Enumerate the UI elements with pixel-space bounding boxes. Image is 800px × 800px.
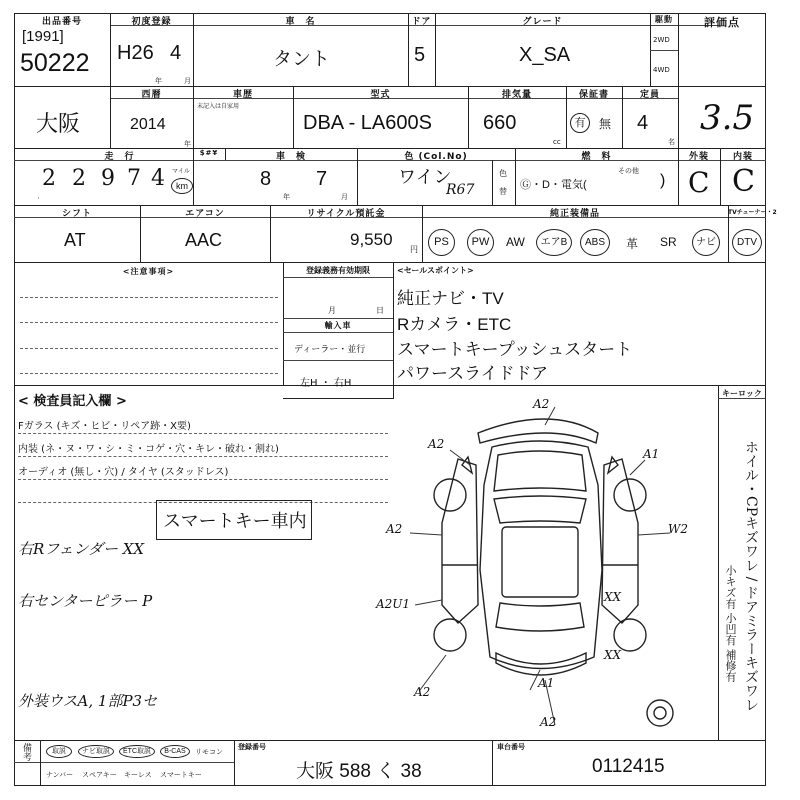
steering-option: 左H ・ 右H <box>300 378 352 389</box>
remark-chip: キーレス <box>124 771 152 779</box>
damage-mark: A1 <box>643 447 660 461</box>
shaken-month-unit: 月 <box>341 193 348 201</box>
sales-label: <セールスポイント> <box>397 266 474 275</box>
remark-chip: ナンバー <box>46 771 74 779</box>
damage-mark: A2U1 <box>376 597 411 611</box>
western-year: 2014 <box>130 116 166 133</box>
interior-grade: C <box>732 164 755 199</box>
mileage-digit: 7 <box>127 166 141 191</box>
audio-line: オーディオ (無し・穴) / タイヤ (スタッドレス) <box>18 467 229 478</box>
fuel-label: 燃 料 <box>581 152 612 162</box>
color-label: 色 (Col.No) <box>404 152 468 162</box>
equipment-label: 純正装備品 <box>549 209 600 219</box>
tax-label: $#¥ <box>199 149 219 157</box>
grade-value: X_SA <box>519 44 571 66</box>
car-name: タント <box>273 49 331 70</box>
exterior-label: 外装 <box>688 152 709 162</box>
warranty-yes: 有 <box>570 113 590 133</box>
displacement-value: 660 <box>483 112 517 134</box>
grade-label: グレード <box>522 17 563 27</box>
yen-unit: 円 <box>410 245 418 254</box>
mileage-digit: 4 <box>151 166 165 191</box>
capacity-unit: 名 <box>668 138 675 146</box>
first-reg-month: 4 <box>170 42 182 64</box>
damage-mark: XX <box>604 648 622 662</box>
fuel-other: その他 <box>618 167 639 175</box>
damage-mark: XX <box>604 590 622 604</box>
history-label: 車歴 <box>232 90 253 100</box>
equipment-item-abs: ABS <box>580 229 610 256</box>
recycle-value: 9,550 <box>350 230 393 249</box>
mileage-digit: 2 <box>72 166 86 191</box>
lot-number: 50222 <box>20 49 90 77</box>
interior-line: 内装 (ネ・ヌ・ワ・シ・ミ・コゲ・穴・キレ・破れ・割れ) <box>18 444 279 455</box>
damage-mark: A1 <box>538 676 555 690</box>
shaken-year: 8 <box>260 168 272 190</box>
inspector-note: 右Rフェンダー XX <box>18 540 145 558</box>
tuner-label: TVチューナー・2 <box>728 209 777 216</box>
sales-point: スマートキープッシュスタート <box>397 340 633 359</box>
warranty-label: 保証書 <box>578 90 609 100</box>
western-year-unit: 年 <box>184 140 191 148</box>
month-unit: 月 <box>184 77 191 85</box>
doors-value: 5 <box>414 44 426 66</box>
name-label: 車 名 <box>285 17 316 27</box>
model-value: DBA - LA600S <box>303 112 432 134</box>
first-reg-label: 初度登録 <box>131 17 172 27</box>
caution-label: <注意事項> <box>122 267 175 276</box>
key-note: スマートキー車内 <box>163 511 307 532</box>
remarks-label: 備考 <box>21 743 31 761</box>
remark-chip: リモコン <box>195 748 223 756</box>
remark-chip: ETC取説 <box>119 745 155 758</box>
key-note-box <box>156 500 312 540</box>
damage-mark: A2 <box>540 715 557 729</box>
ac-label: エアコン <box>185 209 225 219</box>
fuel-close: ) <box>660 172 666 189</box>
remark-chip: 取説 <box>46 745 72 758</box>
score-value: 3.5 <box>700 98 755 138</box>
lot-label: 出品番号 <box>41 17 82 27</box>
drive-2wd: 2WD <box>653 36 670 44</box>
recycle-label: リサイクル預託金 <box>306 209 386 219</box>
color-number: R67 <box>446 182 475 198</box>
equipment-item-dtv: DTV <box>732 229 762 256</box>
capacity-label: 定員 <box>639 90 660 100</box>
reg-day: 日 <box>376 306 384 315</box>
reg-validity-label: 登録義務有効期限 <box>306 266 370 275</box>
import-label: 輸入車 <box>324 321 352 330</box>
first-reg-era-year: H26 <box>117 42 154 64</box>
location: 大阪 <box>36 111 81 136</box>
sales-point: Rカメラ・ETC <box>397 315 512 334</box>
inspector-title: < 検査員記入欄 > <box>18 394 127 409</box>
miles-option: マイル <box>172 168 190 175</box>
shift-value: AT <box>64 230 86 250</box>
inspector-note: 右センターピラー P <box>18 592 153 610</box>
chassis-value: 0112415 <box>592 756 665 777</box>
shaken-month: 7 <box>316 168 328 190</box>
fuel-options: Ⓖ・D・電気( <box>520 179 587 191</box>
shaken-year-unit: 年 <box>283 193 290 201</box>
shaken-label: 車 検 <box>275 152 306 162</box>
sales-point: 純正ナビ・TV <box>397 289 504 308</box>
keylock-label: キーロック <box>722 389 762 398</box>
interior-label: 内装 <box>732 152 753 162</box>
equipment-item-leather: 革 <box>626 237 639 251</box>
doors-label: ドア <box>411 17 432 27</box>
chassis-label: 車台番号 <box>497 743 525 751</box>
glass-line: Fガラス (キズ・ヒビ・リペア跡・X要) <box>18 421 191 432</box>
dealer-option: ディーラー・並行 <box>294 345 366 355</box>
damage-mark: A2 <box>414 685 431 699</box>
damage-mark: A2 <box>428 437 445 451</box>
equipment-item-sr: SR <box>660 235 677 249</box>
damage-mark: A2 <box>386 522 403 536</box>
model-label: 型式 <box>370 90 391 100</box>
remark-chip: スペアキー <box>82 771 117 779</box>
plate-value: 大阪 588 く 38 <box>296 761 422 782</box>
score-label: 評価点 <box>704 16 740 29</box>
year-unit: 年 <box>155 77 162 85</box>
damage-mark: A2 <box>533 397 550 411</box>
history-note: 末記入は自家用 <box>197 103 240 110</box>
capacity-value: 4 <box>637 112 649 134</box>
drive-4wd: 4WD <box>653 66 670 74</box>
color-side-1: 色 <box>499 169 507 178</box>
shift-label: シフト <box>61 209 92 219</box>
lot-year: [1991] <box>22 28 64 45</box>
plate-label: 登録番号 <box>238 743 266 751</box>
reg-month: 月 <box>328 306 336 315</box>
side-note: ホイル・CPキズワレ / ドアミラーキズワレ <box>743 440 759 712</box>
remark-chip: スマートキー <box>160 771 202 779</box>
warranty-no: 無 <box>599 117 612 131</box>
mileage-digit: 2 <box>42 166 56 191</box>
mileage-label: 走 行 <box>104 152 135 162</box>
equipment-item-navi: ナビ <box>692 229 720 256</box>
color-value: ワイン <box>398 167 452 187</box>
western-year-label: 西暦 <box>141 90 162 100</box>
equipment-item-airbag: エアB <box>536 229 572 256</box>
cc-unit: cc <box>553 138 561 146</box>
drive-label: 駆動 <box>655 15 673 24</box>
remark-chip: B-CAS <box>160 745 190 758</box>
inspector-note: 外装ウスA, 1部P3セ <box>18 692 158 710</box>
km-option: km <box>171 178 193 194</box>
remark-chip: ナビ取説 <box>78 745 114 758</box>
equipment-item-ps: PS <box>428 229 455 256</box>
color-side-2: 替 <box>499 187 507 196</box>
sales-point: パワースライドドア <box>397 364 549 383</box>
ac-value: AAC <box>185 230 223 250</box>
mileage-digit: 9 <box>101 166 115 191</box>
equipment-item-pw: PW <box>467 229 494 256</box>
exterior-grade: C <box>688 166 710 199</box>
displacement-label: 排気量 <box>501 90 532 100</box>
damage-mark: W2 <box>668 522 688 536</box>
equipment-item-aw: AW <box>506 235 525 249</box>
side-note: 小キズ有 小凹有 補修有 <box>724 565 737 682</box>
